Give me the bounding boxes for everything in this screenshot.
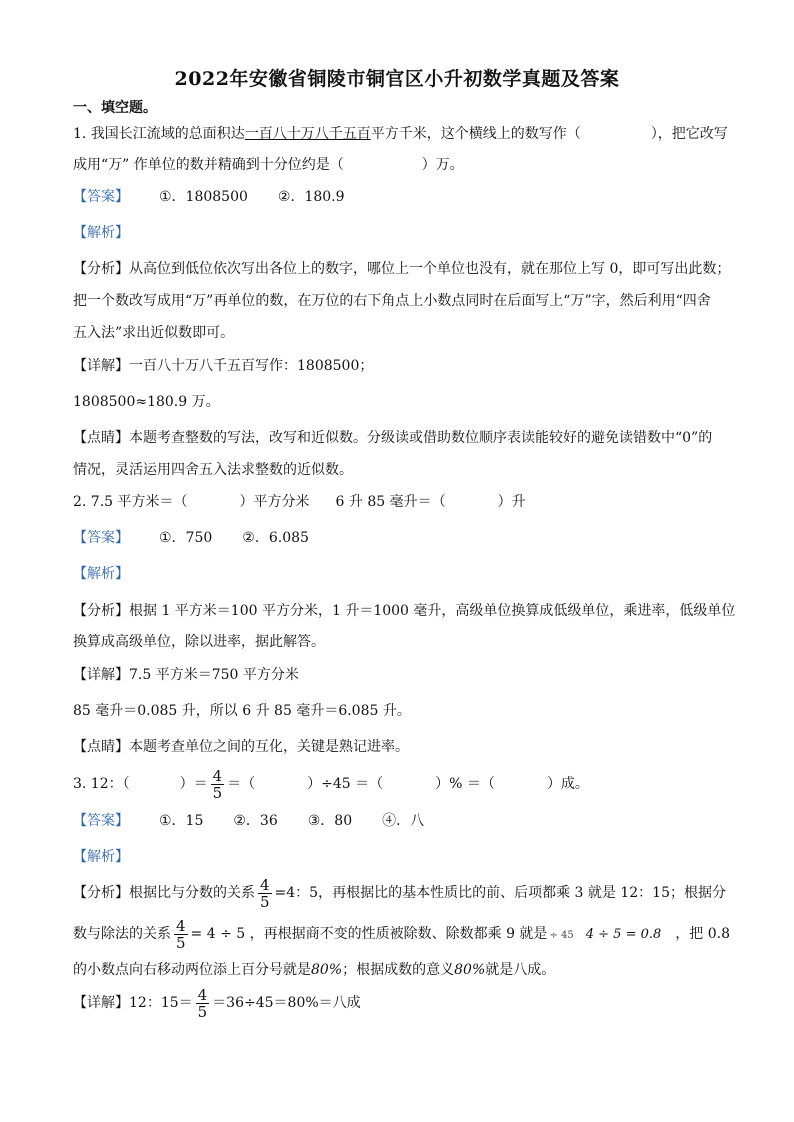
fraction-denominator: 5 <box>212 783 223 802</box>
q3-text: ）＝ <box>179 776 208 792</box>
detail-tag: 【详解】 <box>73 995 129 1011</box>
q2-answer <box>73 529 309 547</box>
q1-analysis-line-1 <box>73 260 730 278</box>
q3-answer <box>73 812 424 830</box>
q1-detail-line-2: 1808500≈180.9 万。 <box>73 394 220 410</box>
detail-text: 12：15＝ <box>129 995 193 1011</box>
detail-tag: 【详解】 <box>73 358 129 374</box>
analysis-text: 从高位到低位依次写出各位上的数字，哪位上一个单位也没有，就在那位上写 0，即可写出此数； <box>129 261 731 277</box>
analysis-text: = 4 ÷ 5 ，再根据商不变的性质被除数、除数都乘 9 就是 <box>190 926 548 942</box>
q1-text: 平方千米，这个横线上的数写作（ <box>370 126 581 142</box>
answer-value: ②．36 <box>233 813 278 829</box>
q3-text: ）÷45 ＝（ <box>307 776 384 792</box>
analysis-text: ；根据成数的意义 <box>342 962 455 978</box>
q3-text: ）% ＝（ <box>435 776 495 792</box>
q3-text: 3. 12：（ <box>73 776 130 792</box>
q1-answer <box>73 188 345 206</box>
fraction-four-fifths <box>211 768 225 801</box>
q2-detail-line-2: 85 毫升＝0.085 升，所以 6 升 85 毫升＝6.085 升。 <box>73 703 411 719</box>
page-title: 2022年安徽省铜陵市铜官区小升初数学真题及答案 <box>174 68 620 90</box>
q2-text: ）平方分米 <box>239 494 310 510</box>
fraction-denominator: 5 <box>260 892 270 911</box>
question-1-line-1 <box>73 125 728 143</box>
answer-value: ④．八 <box>382 813 425 829</box>
q2-detail-line-1 <box>73 666 299 684</box>
comment-tag: 【点睛】 <box>73 739 129 755</box>
answer-value: ②．6.085 <box>242 530 309 546</box>
fraction-numerator: 4 <box>176 916 186 935</box>
q3-analysis-line-1 <box>73 876 726 910</box>
jiexi-tag: 【解析】 <box>73 849 129 865</box>
question-3 <box>73 767 589 801</box>
analysis-tag: 【分析】 <box>73 885 129 901</box>
analysis-formula: ÷ 45 <box>549 930 574 941</box>
q1-analysis-line-2: 把一个数改写成用“万”再单位的数，在万位的右下角点上小数点同时在后面写上“万”字，然后利用“四舍 <box>73 293 711 309</box>
answer-tag: 【答案】 <box>73 189 129 205</box>
analysis-text: 根据比与分数的关系 <box>129 885 255 901</box>
answer-value: ②．180.9 <box>277 189 345 205</box>
jiexi-tag: 【解析】 <box>73 225 129 241</box>
analysis-text: =4：5，再根据比的基本性质比的前、后项都乘 3 就是 12：15；根据分 <box>274 885 726 901</box>
analysis-text: 就是八成。 <box>485 962 556 978</box>
q3-detail <box>73 986 361 1020</box>
fraction-denominator: 5 <box>197 1002 208 1021</box>
q1-analysis-line-3: 五入法”求出近似数即可。 <box>73 325 235 341</box>
q2-comment <box>73 738 409 756</box>
fraction-numerator: 4 <box>212 766 223 785</box>
q1-text: ），把它改写 <box>650 126 728 142</box>
q1-comment-line-2: 情况，灵活运用四舍五入法求整数的近似数。 <box>73 462 353 478</box>
analysis-text: 的小数点向右移动两位添上百分号就是 <box>73 962 311 978</box>
analysis-tag: 【分析】 <box>73 603 129 619</box>
q1-text: 1. 我国长江流域的总面积达 <box>73 126 245 142</box>
fraction-numerator: 4 <box>260 875 270 894</box>
q1-comment-line-1 <box>73 429 712 447</box>
answer-value: ①．15 <box>159 813 204 829</box>
comment-text: 本题考查单位之间的互化，关键是熟记进率。 <box>129 739 409 755</box>
q2-text: ）升 <box>497 494 526 510</box>
q3-text: ）成。 <box>546 776 589 792</box>
answer-tag: 【答案】 <box>73 813 129 829</box>
analysis-text: 数与除法的关系 <box>73 926 171 942</box>
answer-tag: 【答案】 <box>73 530 129 546</box>
answer-value: ③．80 <box>307 813 353 829</box>
detail-text: 7.5 平方米＝750 平方分米 <box>129 667 299 683</box>
q1-detail-line-1 <box>73 357 373 375</box>
fraction-four-fifths <box>196 987 210 1020</box>
analysis-text: ，把 0.8 <box>675 926 730 942</box>
detail-text: 一百八十万八千五百写作：1808500； <box>129 358 374 374</box>
analysis-formula: 80% <box>454 962 486 978</box>
analysis-text: 根据 1 平方米＝100 平方分米，1 升＝1000 毫升，高级单位换算成低级单位，乘进率，低级单位 <box>129 603 736 619</box>
section-heading: 一、填空题。 <box>73 100 157 116</box>
jiexi-tag: 【解析】 <box>73 566 129 582</box>
answer-value: ①．750 <box>159 530 213 546</box>
q2-analysis-line-2: 换算成高级单位，除以进率，据此解答。 <box>73 634 325 650</box>
question-1-line-2 <box>73 156 464 174</box>
q1-text: ）万。 <box>421 157 464 173</box>
q1-underlined-number: 一百八十万八千五百 <box>244 126 371 142</box>
analysis-formula: 80% <box>311 962 343 978</box>
answer-value: ①．1808500 <box>159 189 248 205</box>
comment-tag: 【点睛】 <box>73 430 129 446</box>
q2-text: 6 升 85 毫升＝（ <box>335 494 446 510</box>
fraction-four-fifths <box>258 877 272 910</box>
comment-text: 本题考查整数的写法，改写和近似数。分级读或借助数位顺序表读能较好的避免读错数中“0”的 <box>129 430 713 446</box>
q3-text: ＝（ <box>227 776 256 792</box>
detail-tag: 【详解】 <box>73 667 129 683</box>
fraction-numerator: 4 <box>197 985 208 1004</box>
question-2 <box>73 493 526 511</box>
analysis-formula: 4 ÷ 5 = 0.8 <box>585 927 662 942</box>
detail-text: ＝36÷45＝80%＝八成 <box>212 995 361 1011</box>
fraction-denominator: 5 <box>176 933 186 952</box>
analysis-tag: 【分析】 <box>73 261 129 277</box>
q2-text: 2. 7.5 平方米＝（ <box>73 494 188 510</box>
q2-analysis-line-1 <box>73 602 735 620</box>
fraction-four-fifths <box>174 918 188 951</box>
q3-analysis-line-3 <box>73 961 555 979</box>
q3-analysis-line-2 <box>73 917 730 953</box>
q1-text: 成用“万” 作单位的数并精确到十分位约是（ <box>73 157 344 173</box>
